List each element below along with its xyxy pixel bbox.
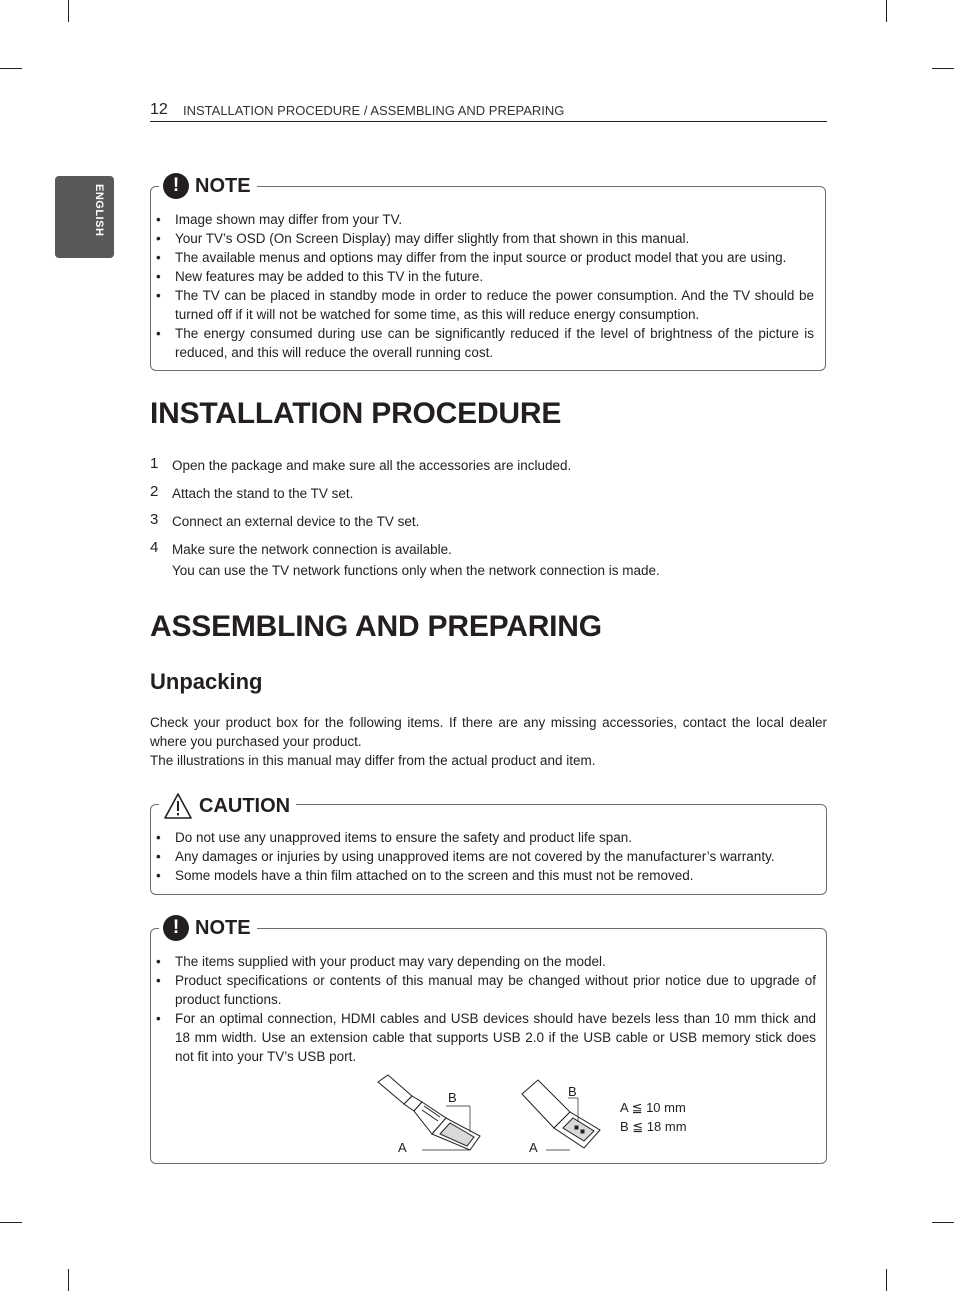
step-number: 3 (150, 511, 159, 528)
unpacking-text: The illustrations in this manual may differ from the actual product and item. (150, 753, 596, 768)
installation-heading: INSTALLATION PROCEDURE (150, 397, 562, 430)
step-number: 1 (150, 455, 159, 472)
exclamation-icon: ! (163, 173, 189, 199)
crop-mark (0, 1222, 22, 1223)
note-list (154, 210, 814, 362)
note-list (154, 952, 816, 1066)
connector-diagram (370, 1070, 610, 1160)
note-label: NOTE (195, 174, 251, 197)
warning-triangle-icon (163, 792, 193, 820)
note-item: • The TV can be placed in standby mode in order to reduce the power consumption. And the TV should be turned off if it will not be watched for some time, as this will reduce energy consumption. (154, 286, 814, 324)
unpacking-paragraph (150, 713, 827, 770)
label-b: B (448, 1090, 457, 1105)
note-item: • New features may be added to this TV in the future. (154, 267, 814, 286)
note-item: • The energy consumed during use can be significantly reduced if the level of brightness of the picture is reduced, and this will reduce the overall running cost. (154, 324, 814, 362)
language-tab-label: ENGLISH (93, 184, 105, 237)
page-number: 12 (150, 101, 168, 118)
dimension-b: B ≦ 18 mm (620, 1119, 687, 1134)
caution-box (150, 794, 827, 895)
crop-mark (886, 0, 887, 22)
note-item: • The items supplied with your product may vary depending on the model. (154, 952, 816, 971)
step-item (150, 483, 827, 504)
caution-item: • Any damages or injuries by using unapproved items are not covered by the manufacturer’s warranty. (154, 847, 814, 866)
running-header (150, 100, 827, 122)
crop-mark (68, 0, 69, 22)
unpacking-heading: Unpacking (150, 669, 263, 694)
caution-item: • Some models have a thin film attached on to the screen and this must not be removed. (154, 866, 814, 885)
note-heading (159, 914, 257, 942)
step-item (150, 511, 827, 532)
running-title: INSTALLATION PROCEDURE / ASSEMBLING AND PREPARING (183, 103, 565, 118)
note-item: • Product specifications or contents of this manual may be changed without prior notice due to upgrade of product functions. (154, 971, 816, 1009)
label-a: A (529, 1140, 538, 1155)
crop-mark (886, 1269, 887, 1291)
caution-list (154, 828, 814, 885)
step-text: Attach the stand to the TV set. (172, 486, 354, 501)
exclamation-icon: ! (163, 915, 189, 941)
crop-mark (0, 68, 22, 69)
step-text: Connect an external device to the TV set. (172, 514, 420, 529)
label-a: A (398, 1140, 407, 1155)
unpacking-text: Check your product box for the following items. If there are any missing accessories, contact the local dealer where you purchased your product. (150, 715, 827, 749)
label-b: B (568, 1084, 577, 1099)
step-number: 4 (150, 539, 159, 556)
crop-mark (932, 1222, 954, 1223)
caution-item: • Do not use any unapproved items to ensure the safety and product life span. (154, 828, 814, 847)
note-box (150, 174, 826, 371)
step-text: Make sure the network connection is available. (172, 542, 452, 557)
note-item: • Your TV’s OSD (On Screen Display) may differ slightly from that shown in this manual. (154, 229, 814, 248)
hdmi-connector-illustration (378, 1075, 480, 1150)
caution-label: CAUTION (199, 794, 291, 817)
crop-mark (68, 1269, 69, 1291)
usb-connector-illustration (522, 1080, 600, 1148)
step-subtext: You can use the TV network functions only when the network connection is made. (172, 563, 660, 578)
step-item (150, 455, 827, 476)
note-label: NOTE (195, 916, 251, 939)
dimension-legend (620, 1098, 687, 1136)
note-item: • Image shown may differ from your TV. (154, 210, 814, 229)
note-heading (159, 172, 257, 200)
dimension-a: A ≦ 10 mm (620, 1100, 686, 1115)
step-text: Open the package and make sure all the accessories are included. (172, 458, 572, 473)
assembling-heading: ASSEMBLING AND PREPARING (150, 610, 602, 643)
step-item (150, 539, 827, 581)
note-item: • The available menus and options may differ from the input source or product model that you are using. (154, 248, 814, 267)
step-number: 2 (150, 483, 159, 500)
installation-steps (150, 455, 827, 588)
note-item: • For an optimal connection, HDMI cables and USB devices should have bezels less than 10 mm thick and 18 mm width. Use an extension cable that supports USB 2.0 if the USB cable or USB memory stick does not fit into your TV’s USB port. (154, 1009, 816, 1066)
crop-mark (932, 68, 954, 69)
caution-heading (159, 792, 296, 820)
language-tab (55, 176, 114, 258)
